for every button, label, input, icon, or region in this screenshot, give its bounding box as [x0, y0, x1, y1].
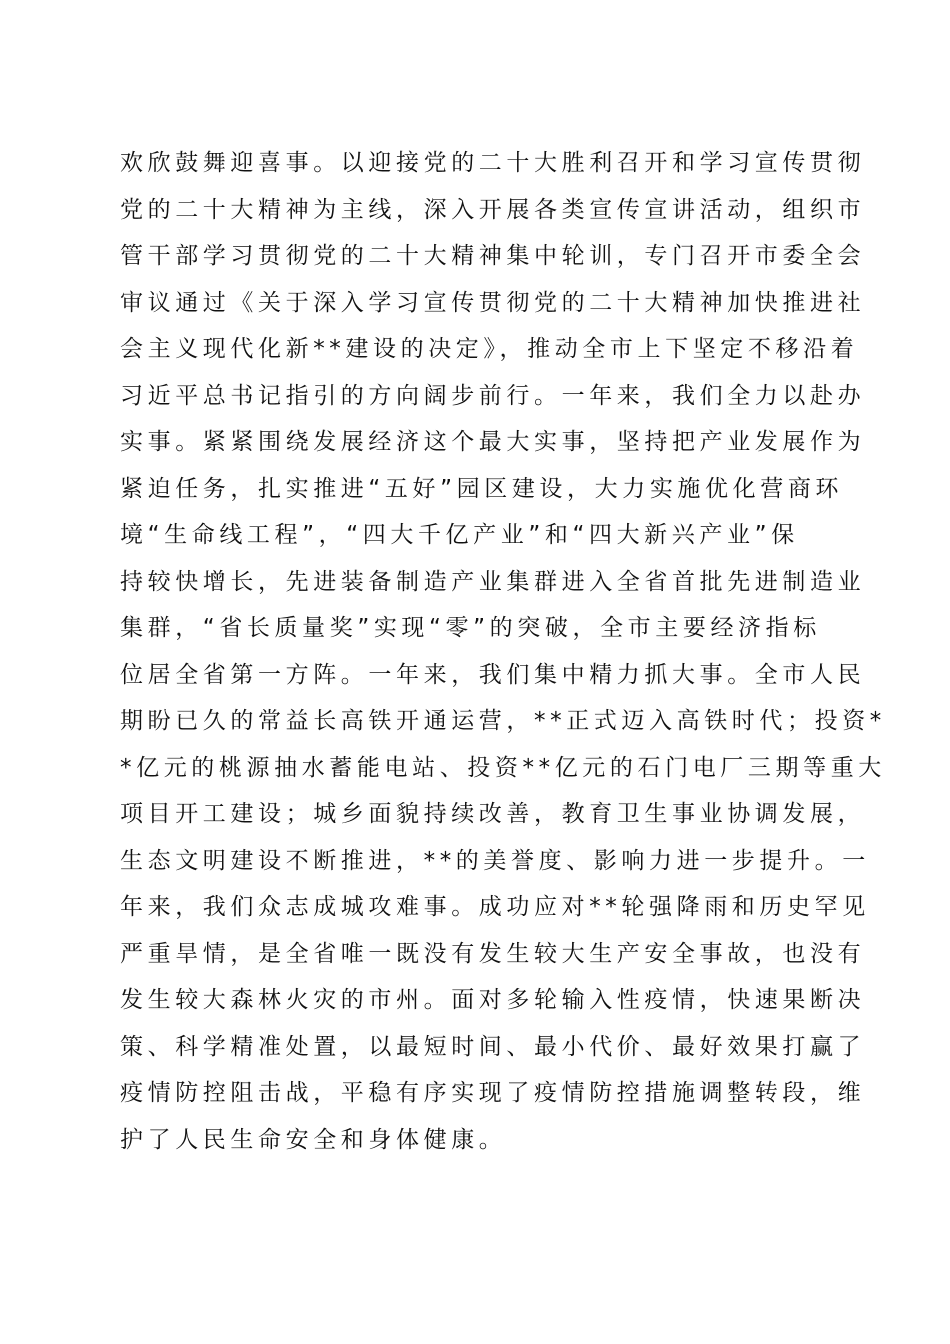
paragraph-line-22: 护了人民生命安全和身体健康。 [120, 1126, 507, 1153]
paragraph-line-16: 生态文明建设不断推进，**的美誉度、影响力进一步提升。一 [120, 847, 870, 874]
paragraph-line-11: 集群，“省长质量奖”实现“零”的突破，全市主要经济指标 [120, 615, 821, 641]
paragraph-line-4: 审议通过《关于深入学习宣传贯彻党的二十大精神加快推进社 [120, 289, 866, 316]
paragraph-line-7: 实事。紧紧围绕发展经济这个最大实事，坚持把产业发展作为 [120, 429, 866, 455]
paragraph-line-2: 党的二十大精神为主线，深入开展各类宣传宣讲活动，组织市 [120, 196, 866, 223]
body-paragraph [120, 140, 886, 1163]
paragraph-line-19: 发生较大森林火灾的市州。面对多轮输入性疫情，快速果断决 [120, 987, 866, 1013]
paragraph-line-9: 境“生命线工程”，“四大千亿产业”和“四大新兴产业”保 [120, 522, 799, 548]
paragraph-line-18: 严重旱情，是全省唯一既没有发生较大生产安全事故，也没有 [120, 940, 866, 967]
paragraph-line-5: 会主义现代化新**建设的决定》，推动全市上下坚定不移沿着 [120, 336, 859, 362]
paragraph-line-13: 期盼已久的常益长高铁开通运营，**正式迈入高铁时代；投资* [120, 708, 886, 734]
paragraph-line-15: 项目开工建设；城乡面貌持续改善，教育卫生事业协调发展， [120, 801, 866, 827]
paragraph-line-20: 策、科学精准处置，以最短时间、最小代价、最好效果打赢了 [120, 1033, 866, 1060]
paragraph-line-17: 年来，我们众志成城攻难事。成功应对**轮强降雨和历史罕见 [120, 894, 870, 920]
paragraph-line-14: *亿元的桃源抽水蓄能电站、投资**亿元的石门电厂三期等重大 [120, 754, 886, 781]
paragraph-line-1: 欢欣鼓舞迎喜事。以迎接党的二十大胜利召开和学习宣传贯彻 [120, 150, 866, 176]
paragraph-line-12: 位居全省第一方阵。一年来，我们集中精力抓大事。全市人民 [120, 661, 866, 688]
paragraph-line-21: 疫情防控阻击战，平稳有序实现了疫情防控措施调整转段，维 [120, 1080, 866, 1106]
paragraph-line-10: 持较快增长，先进装备制造产业集群进入全省首批先进制造业 [120, 568, 866, 595]
paragraph-line-8: 紧迫任务，扎实推进“五好”园区建设，大力实施优化营商环 [120, 475, 844, 502]
paragraph-line-3: 管干部学习贯彻党的二十大精神集中轮训，专门召开市委全会 [120, 243, 866, 269]
paragraph-line-6: 习近平总书记指引的方向阔步前行。一年来，我们全力以赴办 [120, 382, 866, 409]
